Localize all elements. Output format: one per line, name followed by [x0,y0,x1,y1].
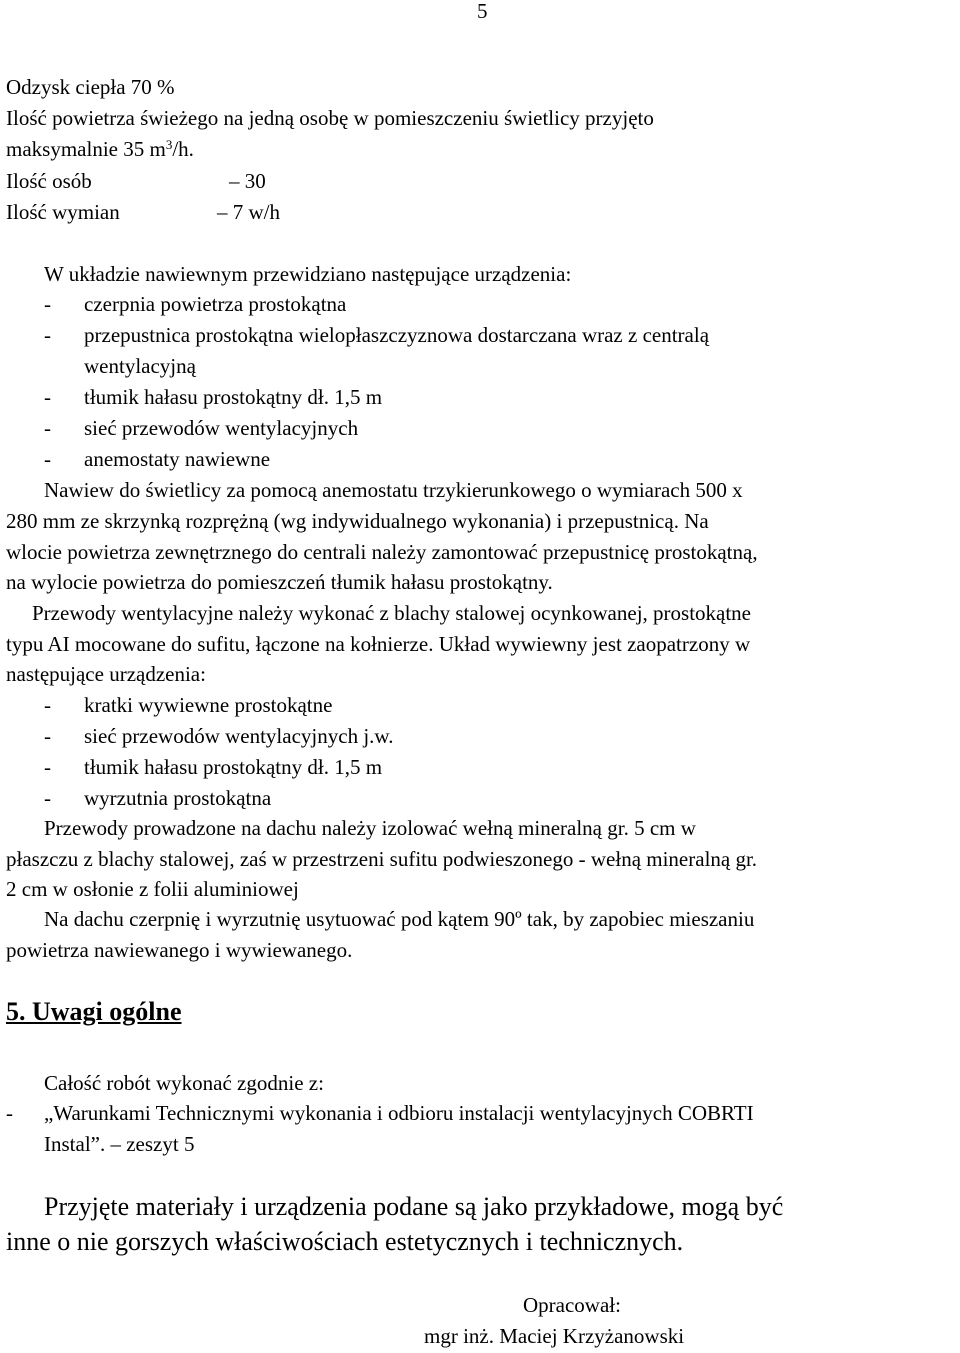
reference-dash: - [6,1101,13,1125]
exchanges-value: – 7 w/h [217,200,280,224]
supply-desc: Nawiew do świetlicy za pomocą anemostatu trzykierunkowego o wymiarach 500 x [44,478,743,502]
signature-name: mgr inż. Maciej Krzyżanowski [424,1324,685,1348]
supply-desc: 280 mm ze skrzynką rozprężną (wg indywidualnego wykonania) i przepustnicą. Na [6,509,709,533]
ducts-desc: następujące urządzenia: [6,662,206,686]
supply-title: W układzie nawiewnym przewidziano następujące urządzenia: [44,262,572,286]
fresh-air-text-cont [6,137,194,161]
list-item: tłumik hałasu prostokątny dł. 1,5 m [84,385,383,409]
list-item: kratki wywiewne prostokątne [84,693,333,717]
insulation-text: Przewody prowadzone na dachu należy izolować wełną mineralną gr. 5 cm w [44,816,696,840]
list-item-dash: - [44,724,51,748]
list-item: anemostaty nawiewne [84,447,271,471]
general-intro: Całość robót wykonać zgodnie z: [44,1071,324,1095]
materials-note-cont: inne o nie gorszych właściwościach estetycznych i technicznych. [6,1227,684,1256]
persons-value: – 30 [229,169,266,193]
list-item: czerpnia powietrza prostokątna [84,292,347,316]
list-item: sieć przewodów wentylacyjnych [84,416,359,440]
list-item: wyrzutnia prostokątna [84,786,272,810]
supply-desc: wlocie powietrza zewnętrznego do centrali należy zamontować przepustnicę prostokątną, [6,540,758,564]
section-heading: 5. Uwagi ogólne [6,997,182,1026]
list-item-dash: - [44,416,51,440]
ducts-desc: typu AI mocowane do sufitu, łączone na kołnierze. Układ wywiewny jest zaopatrzony w [6,632,751,656]
roof-text: powietrza nawiewanego i wywiewanego. [6,938,353,962]
supply-desc: na wylocie powietrza do pomieszczeń tłumik hałasu prostokątny. [6,570,553,594]
fresh-air-value: maksymalnie 35 m [6,137,166,161]
list-item: przepustnica prostokątna wielopłaszczyznowa dostarczana wraz z centralą [84,323,710,347]
ducts-desc: Przewody wentylacyjne należy wykonać z blachy stalowej ocynkowanej, prostokątne [32,601,752,625]
fresh-air-unit: /h. [172,137,194,161]
heat-recovery-text: Odzysk ciepła 70 % [6,75,175,99]
signature-label: Opracował: [523,1293,621,1317]
reference-text-cont: Instal”. – zeszyt 5 [44,1132,195,1156]
reference-text: „Warunkami Technicznymi wykonania i odbioru instalacji wentylacyjnych COBRTI [44,1101,754,1125]
list-item-dash: - [44,786,51,810]
list-item-dash: - [44,755,51,779]
page-number: 5 [477,0,488,23]
materials-note: Przyjęte materiały i urządzenia podane są jako przykładowe, mogą być [44,1192,784,1221]
insulation-text: płaszczu z blachy stalowej, zaś w przestrzeni sufitu podwieszonego - wełną mineralną gr. [6,847,758,871]
list-item-dash: - [44,385,51,409]
fresh-air-superscript: 3 [165,137,173,152]
list-item: tłumik hałasu prostokątny dł. 1,5 m [84,755,383,779]
roof-text: Na dachu czerpnię i wyrzutnię usytuować pod kątem 90º tak, by zapobiec mieszaniu [44,907,755,931]
list-item: sieć przewodów wentylacyjnych j.w. [84,724,394,748]
list-item-dash: - [44,292,51,316]
insulation-text: 2 cm w osłonie z folii aluminiowej [6,877,299,901]
persons-label: Ilość osób [6,169,92,193]
fresh-air-text: Ilość powietrza świeżego na jedną osobę w pomieszczeniu świetlicy przyjęto [6,106,654,130]
list-item-dash: - [44,323,51,347]
exchanges-label: Ilość wymian [6,200,120,224]
list-item-dash: - [44,447,51,471]
list-item-cont: wentylacyjną [84,354,196,378]
list-item-dash: - [44,693,51,717]
